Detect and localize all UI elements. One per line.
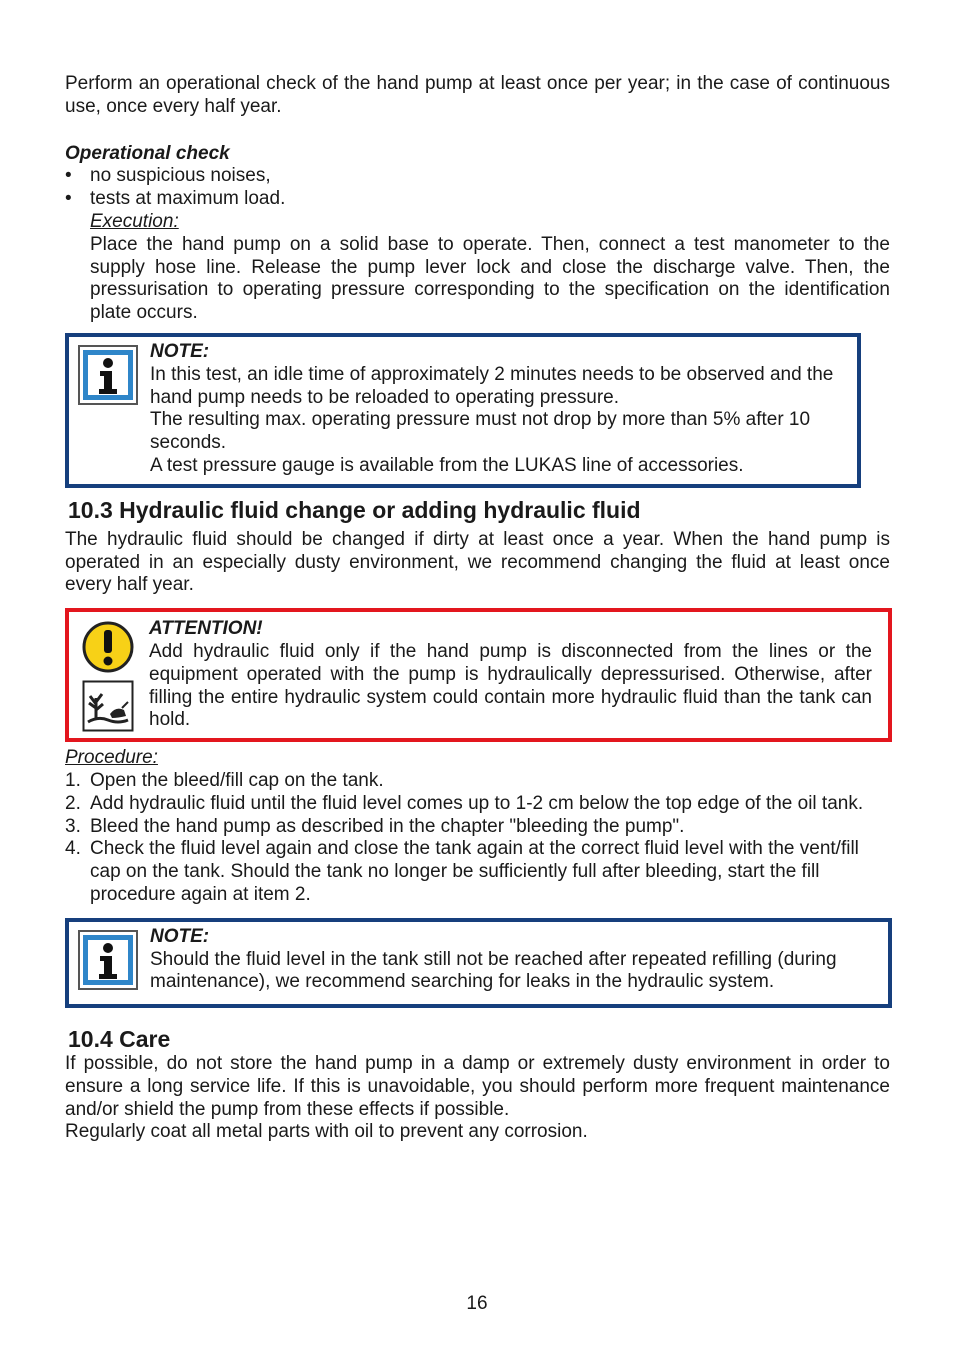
execution-text: Place the hand pump on a solid base to operate. Then, connect a test manometer to the supply hose line. Release the pump lever lock and close the discharge valve. Then, the pressurisation to operating pressure corresponding to the specification on the identification plate occurs. <box>90 233 890 324</box>
note-box-2 <box>65 918 892 1008</box>
page-number: 16 <box>466 1293 488 1314</box>
execution-label: Execution: <box>90 210 179 232</box>
intro-paragraph: Perform an operational check of the hand pump at least once per year; in the case of continuous use, once every half year. <box>65 73 890 117</box>
warning-icon <box>82 621 134 680</box>
list-item: 1. Open the bleed/fill cap on the tank. <box>65 769 384 791</box>
operational-check-heading: Operational check <box>65 142 230 164</box>
list-item: 3. Bleed the hand pump as described in the chapter "bleeding the pump". <box>65 815 685 837</box>
note-title: NOTE: <box>150 340 210 362</box>
note-line: A test pressure gauge is available from the LUKAS line of accessories. <box>150 454 744 476</box>
note-line: The resulting max. operating pressure must not drop by more than 5% after 10 seconds. <box>150 409 811 454</box>
environment-hazard-icon <box>82 680 134 739</box>
section-10-4-text-2: Regularly coat all metal parts with oil to prevent any corrosion. <box>65 1121 588 1143</box>
list-item: • tests at maximum load. <box>65 188 890 211</box>
procedure-steps <box>65 770 890 907</box>
procedure-label: Procedure: <box>65 747 158 769</box>
info-icon <box>78 930 138 997</box>
operational-check-list <box>65 165 890 211</box>
note-text: Should the fluid level in the tank still not be reached after repeated refilling (during maintenance), we recommend searching for leaks in the hydraulic system. <box>150 948 837 993</box>
note-line: In this test, an idle time of approximately 2 minutes needs to be observed and the hand pump needs to be reloaded to operating pressure. <box>150 363 834 408</box>
page-content <box>65 73 890 1144</box>
note-title: NOTE: <box>150 925 210 947</box>
list-item: 2. Add hydraulic fluid until the fluid level comes up to 1-2 cm below the top edge of the oil tank. <box>65 792 864 814</box>
attention-box <box>65 608 892 742</box>
section-10-4-text: If possible, do not store the hand pump in a damp or extremely dusty environment in order to ensure a long service life. If this is unavoidable, you should perform more frequent maintenance and/or shield the pump from these effects if possible. <box>65 1053 890 1120</box>
section-heading-10-3: 10.3 Hydraulic fluid change or adding hydraulic fluid <box>68 496 641 523</box>
note-box-1 <box>65 333 861 488</box>
info-icon <box>78 345 138 412</box>
section-10-3-text: The hydraulic fluid should be changed if dirty at least once a year. When the hand pump is operated in an especially dusty environment, we recommend changing the fluid at least once every half year. <box>65 528 890 596</box>
attention-title: ATTENTION! <box>149 618 263 640</box>
section-heading-10-4: 10.4 Care <box>68 1026 171 1053</box>
list-item: • no suspicious noises, <box>65 165 890 188</box>
list-item: 4. Check the fluid level again and close the tank again at the correct fluid level with the vent/fill cap on the tank. Should the tank no longer be sufficiently full after bleeding, start the fill procedure again at item 2. <box>65 838 859 905</box>
attention-text: Add hydraulic fluid only if the hand pump is disconnected from the lines or the equipment operated with the pump is hydraulically depressurised. Otherwise, after filling the entire hydraulic system could contain more hydraulic fluid than the tank can hold. <box>149 640 872 731</box>
